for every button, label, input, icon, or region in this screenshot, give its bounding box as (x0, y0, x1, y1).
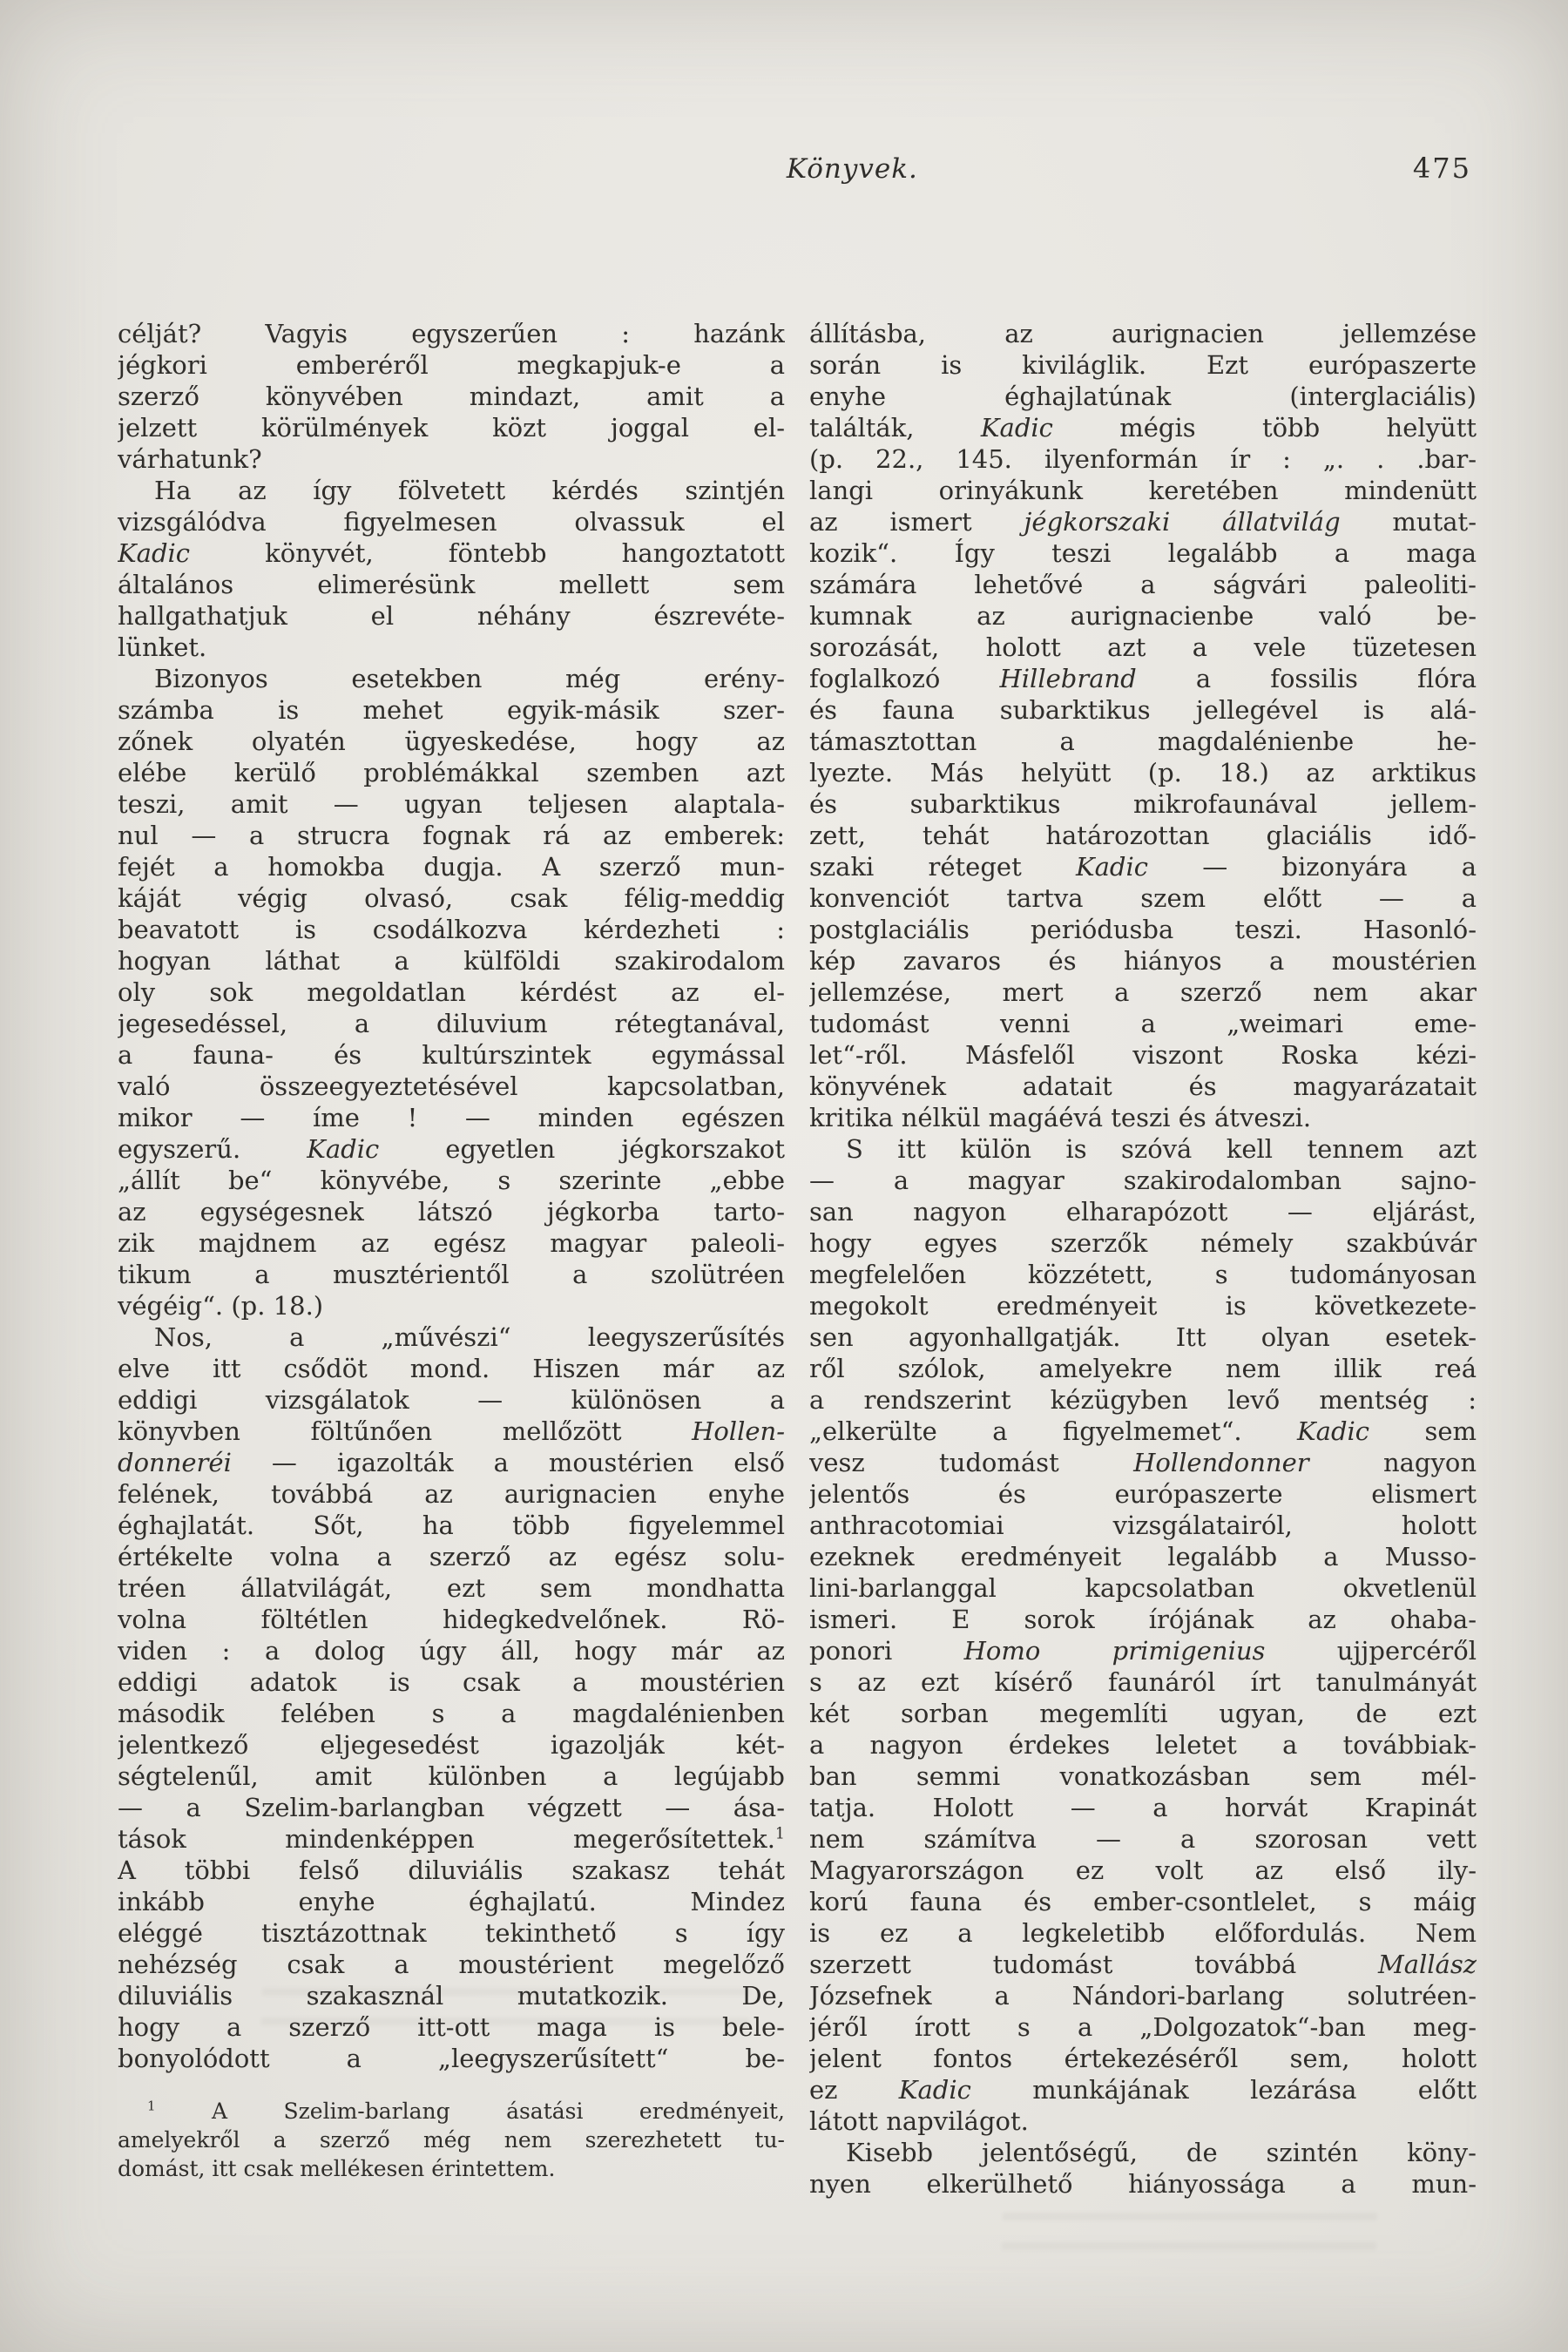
text-line: egyszerű. Kadic egyetlen jégkorszakot (118, 1134, 785, 1164)
text-line: anthracotomiai vizsgálatairól, holott (809, 1511, 1477, 1540)
text-line: az egységesnek látszó jégkorba tarto- (118, 1197, 785, 1227)
text-line: jelentős és európaszerte elismert (809, 1479, 1477, 1509)
text-line: megokolt eredményeit is következete- (809, 1291, 1477, 1321)
text-line: tatja. Holott — a horvát Krapinát (809, 1793, 1477, 1822)
text-line: káját végig olvasó, csak félig-meddig (118, 883, 785, 913)
text-line: lünket. (118, 632, 207, 662)
text-line: támasztottan a magdalénienbe he- (809, 727, 1477, 756)
text-line: Magyarországon ez volt az első ily- (809, 1855, 1477, 1885)
paragraph (118, 1321, 785, 2074)
text-line: tréen állatvilágát, ezt sem mondhatta (118, 1573, 785, 1603)
text-line: megfelelően közzétett, s tudományosan (809, 1260, 1477, 1289)
text-line: végéig“. (p. 18.) (118, 1291, 324, 1321)
text-line: vesz tudomást Hollendonner nagyon (809, 1448, 1477, 1477)
text-line: jéről írott s a „Dolgozatok“-ban meg- (809, 2012, 1477, 2042)
text-line: — a Szelim-barlangban végzett — ása- (118, 1793, 785, 1822)
text-line: Ha az így fölvetett kérdés szintjén (154, 476, 785, 505)
text-line: nehézség csak a moustérient megelőző (118, 1950, 785, 1979)
text-line: „állít be“ könyvébe, s szerinte „ebbe (118, 1166, 785, 1195)
text-line: eddigi vizsgálatok — különösen a (118, 1385, 785, 1415)
text-line: nyen elkerülhető hiányossága a mun- (809, 2169, 1477, 2199)
text-line: hogy egyes szerzők némely szakbúvár (809, 1228, 1477, 1258)
text-line: kritika nélkül magáévá teszi és átveszi. (809, 1103, 1312, 1132)
text-line: nem számítva — a szorosan vett (809, 1824, 1477, 1854)
text-line: kép zavaros és hiányos a moustérien (809, 946, 1477, 976)
text-line: (p. 22., 145. ilyenformán ír : „. . .bar- (809, 444, 1477, 474)
text-line: Nos, a „művészi“ leegyszerűsítés (154, 1322, 785, 1352)
text-line: mikor — íme ! — minden egészen (118, 1103, 785, 1132)
text-line: éghajlatát. Sőt, ha több figyelemmel (118, 1511, 785, 1540)
text-line: enyhe éghajlatúnak (interglaciális) (809, 382, 1477, 411)
text-line: jegesedéssel, a diluvium rétegtanával, (118, 1009, 785, 1038)
text-line: s az ezt kísérő faunáról írt tanulmányát (809, 1667, 1477, 1697)
text-line: sen agyonhallgatják. Itt olyan esetek- (809, 1322, 1477, 1352)
text-line: könyvben föltűnően mellőzött Hollen- (118, 1416, 785, 1446)
paragraph (809, 318, 1477, 1133)
text-line: eddigi adatok is csak a moustérien (118, 1667, 785, 1697)
text-line: is ez a legkeletibb előfordulás. Nem (809, 1918, 1477, 1948)
text-line: és fauna subarktikus jellegével is alá- (809, 695, 1477, 725)
text-line: számára lehetővé a ságvári paleoliti- (809, 570, 1477, 599)
text-line: — a magyar szakirodalomban sajno- (809, 1166, 1477, 1195)
text-line: ez Kadic munkájának lezárása előtt (809, 2075, 1477, 2105)
text-line: fejét a homokba dugja. A szerző mun- (118, 852, 785, 882)
text-line: tikum a musztérientől a szolütréen (118, 1260, 785, 1289)
text-line: Kisebb jelentőségű, de szintén köny- (846, 2138, 1477, 2167)
text-line: hogyan láthat a külföldi szakirodalom (118, 946, 785, 976)
text-line: elve itt csődöt mond. Hiszen már az (118, 1354, 785, 1383)
text-line: domást, itt csak mellékesen érintettem. (118, 2156, 556, 2181)
paragraph (118, 2097, 785, 2183)
text-line: felének, továbbá az aurignacien enyhe (118, 1479, 785, 1509)
text-line: során is kiviláglik. Ezt európaszerte (809, 350, 1477, 380)
text-line: konvenciót tartva szem előtt — a (809, 883, 1477, 913)
text-line: zett, tehát határozottan glaciális idő- (809, 821, 1477, 850)
text-line: tások mindenképpen megerősítettek.$^1$ (118, 1824, 785, 1854)
text-line: ponori Homo primigenius ujjpercéről (809, 1636, 1477, 1666)
text-line: a rendszerint kézügyben levő mentség : (809, 1385, 1477, 1415)
text-line: zőnek olyatén ügyeskedése, hogy az (118, 727, 785, 756)
page-number: 475 (1412, 152, 1471, 185)
text-line: langi orinyákunk keretében mindenütt (809, 476, 1477, 505)
text-line: ezeknek eredményeit legalább a Musso- (809, 1542, 1477, 1571)
text-line: A többi felső diluviális szakasz tehát (118, 1855, 785, 1885)
text-line: a fauna- és kultúrszintek egymással (118, 1040, 785, 1070)
text-line: foglalkozó Hillebrand a fossilis flóra (809, 664, 1477, 693)
text-line: lini-barlanggal kapcsolatban okvetlenül (809, 1573, 1477, 1603)
text-line: let“-ről. Másfelől viszont Roska kézi- (809, 1040, 1477, 1070)
text-line: lyezte. Más helyütt (p. 18.) az arktikus (809, 758, 1477, 787)
text-line: zik majdnem az egész magyar paleoli- (118, 1228, 785, 1258)
text-block (118, 318, 1477, 2200)
text-line: diluviális szakasznál mutatkozik. De, (118, 1981, 785, 2011)
text-line: könyvének adatait és magyarázatait (809, 1071, 1477, 1101)
text-line: amelyekről a szerző még nem szerezhetett tu- (118, 2127, 785, 2153)
text-line: postglaciális periódusba teszi. Hasonló- (809, 915, 1477, 944)
text-line: második felében s a magdalénienben (118, 1699, 785, 1728)
right-column (809, 318, 1477, 2200)
text-line: vizsgálódva figyelmesen olvassuk el (118, 507, 785, 537)
text-line: látott napvilágot. (809, 2106, 1029, 2136)
text-line: szerző könyvében mindazt, amit a (118, 382, 785, 411)
text-line: ségtelenűl, amit különben a legújabb (118, 1761, 785, 1791)
text-line: nul — a strucra fognak rá az emberek: (118, 821, 785, 850)
page-title: Könyvek. (786, 153, 918, 185)
text-line: inkább enyhe éghajlatú. Mindez (118, 1887, 785, 1916)
text-line: hallgathatjuk el néhány észrevéte- (118, 601, 785, 631)
paragraph (118, 318, 785, 475)
text-line: Bizonyos esetekben még erény- (154, 664, 785, 693)
text-line: korú fauna és ember-csontlelet, s máig (809, 1887, 1477, 1916)
text-line: jelentkező eljegesedést igazolják két- (118, 1730, 785, 1760)
text-line: találták, Kadic mégis több helyütt (809, 413, 1477, 443)
text-line: ismeri. E sorok írójának az ohaba- (809, 1605, 1477, 1634)
text-line: $^1$ A Szelim-barlang ásatási eredményeit, (147, 2098, 785, 2124)
text-line: jelent fontos értekezéséről sem, holott (809, 2044, 1477, 2073)
text-line: állításba, az aurignacien jellemzése (809, 319, 1477, 348)
text-line: a nagyon érdekes leletet a továbbiak- (809, 1730, 1477, 1760)
text-line: jelzett körülmények közt joggal el- (118, 413, 785, 443)
text-line: és subarktikus mikrofaunával jellem- (809, 789, 1477, 819)
text-line: bonyolódott a „leegyszerűsített“ be- (118, 2044, 785, 2073)
text-line: viden : a dolog úgy áll, hogy már az (118, 1636, 785, 1666)
text-line: ban semmi vonatkozásban sem mél- (809, 1761, 1477, 1791)
text-line: teszi, amit — ugyan teljesen alaptala- (118, 789, 785, 819)
text-line: az ismert jégkorszaki állatvilág mutat- (809, 507, 1477, 537)
text-line: általános elimerésünk mellett sem (118, 570, 785, 599)
text-line: S itt külön is szóvá kell tennem azt (846, 1134, 1477, 1164)
text-line: Józsefnek a Nándori-barlang solutréen- (809, 1981, 1477, 2011)
text-line: kumnak az aurignacienbe való be- (809, 601, 1477, 631)
text-line: hogy a szerző itt-ott maga is bele- (118, 2012, 785, 2042)
text-line: san nagyon elharapózott — eljárást, (809, 1197, 1477, 1227)
text-line: szaki réteget Kadic — bizonyára a (809, 852, 1477, 882)
text-line: elébe kerülő problémákkal szemben azt (118, 758, 785, 787)
text-line: tudomást venni a „weimari eme- (809, 1009, 1477, 1038)
paragraph (118, 475, 785, 663)
running-header (118, 153, 1477, 192)
text-line: donneréi — igazolták a moustérien első (118, 1448, 785, 1477)
text-line: szerzett tudomást továbbá Mallász (809, 1950, 1477, 1979)
paragraph (809, 1133, 1477, 2137)
text-line: értékelte volna a szerző az egész solu- (118, 1542, 785, 1571)
text-line: volna föltétlen hidegkedvelőnek. Rö- (118, 1605, 785, 1634)
text-line: két sorban megemlíti ugyan, de ezt (809, 1699, 1477, 1728)
text-line: való összeegyeztetésével kapcsolatban, (118, 1071, 785, 1101)
paragraph (809, 2137, 1477, 2200)
paragraph (118, 663, 785, 1321)
text-line: várhatunk? (118, 444, 262, 474)
text-line: oly sok megoldatlan kérdést az el- (118, 977, 785, 1007)
text-line: számba is mehet egyik-másik szer- (118, 695, 785, 725)
text-line: jégkori emberéről megkapjuk-e a (118, 350, 785, 380)
left-column (118, 318, 785, 2200)
text-line: „elkerülte a figyelmemet“. Kadic sem (809, 1416, 1477, 1446)
text-line: jellemzése, mert a szerző nem akar (809, 977, 1477, 1007)
footnote (118, 2097, 785, 2183)
text-line: sorozását, holott azt a vele tüzetesen (809, 632, 1477, 662)
text-line: eléggé tisztázottnak tekinthető s így (118, 1918, 785, 1948)
text-line: ről szólok, amelyekre nem illik reá (809, 1354, 1477, 1383)
text-line: Kadic könyvét, föntebb hangoztatott (118, 538, 785, 568)
text-line: célját? Vagyis egyszerűen : hazánk (118, 319, 785, 348)
text-line: kozik“. Így teszi legalább a maga (809, 538, 1477, 568)
ink-bleed-artifact (1001, 2213, 1377, 2261)
text-line: beavatott is csodálkozva kérdezheti : (118, 915, 785, 944)
